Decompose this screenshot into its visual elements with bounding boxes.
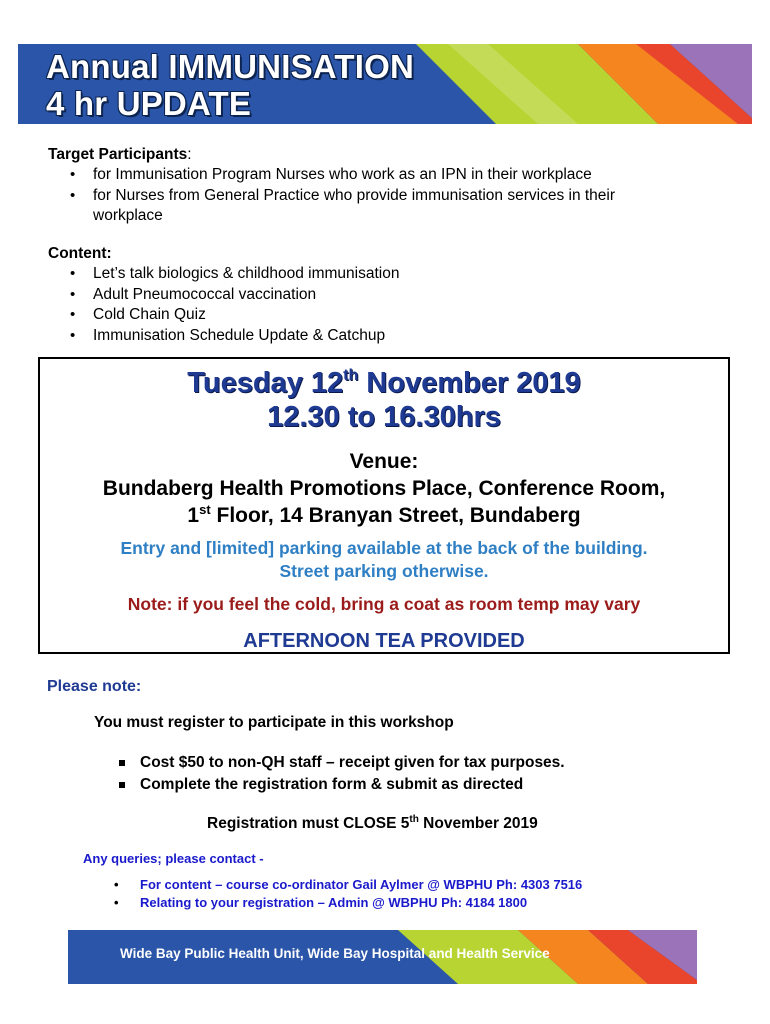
target-list [48, 165, 728, 227]
footer-text: Wide Bay Public Health Unit, Wide Bay Hospital and Health Service [120, 946, 550, 961]
list-item: • for Immunisation Program Nurses who work as an IPN in their workplace [93, 165, 728, 186]
list-item: Cost $50 to non-QH staff – receipt given for tax purposes. [140, 752, 565, 774]
page-title [46, 48, 414, 122]
content-list [48, 264, 728, 346]
parking-info [40, 537, 728, 583]
content-section [48, 244, 728, 346]
parking-line-1: Entry and [limited] parking available at the back of the building. [120, 538, 648, 558]
list-item: • Adult Pneumococcal vaccination [93, 285, 728, 306]
header-banner [18, 44, 752, 124]
venue-line-1: Bundaberg Health Promotions Place, Conference Room, [102, 477, 666, 500]
list-item: • Cold Chain Quiz [93, 305, 728, 326]
registration-list [140, 752, 565, 796]
registration-close-date: Registration must CLOSE 5th November 2019 [207, 814, 538, 832]
must-register-text: You must register to participate in this workshop [94, 714, 454, 731]
target-participants-section [48, 145, 728, 227]
list-item: • Let’s talk biologics & childhood immunisation [93, 264, 728, 285]
queries-heading: Any queries; please contact - [83, 851, 264, 866]
list-item: • For content – course co-ordinator Gail Aylmer @ WBPHU Ph: 4303 7516 [140, 876, 582, 894]
please-note-heading: Please note: [47, 678, 142, 695]
event-details-box [38, 357, 730, 654]
afternoon-tea-notice: AFTERNOON TEA PROVIDED [243, 630, 525, 652]
venue-block [40, 448, 728, 529]
event-date: Tuesday 12th November 2019 [187, 367, 581, 399]
title-line-1: Annual IMMUNISATION [46, 48, 414, 85]
venue-line-2: 1st Floor, 14 Branyan Street, Bundaberg [187, 502, 581, 527]
contacts-list [140, 876, 582, 912]
title-line-2: 4 hr UPDATE [46, 85, 252, 122]
cold-note: Note: if you feel the cold, bring a coat as room temp may vary [127, 594, 641, 614]
footer-banner [68, 930, 697, 984]
list-item: • for Nurses from General Practice who provide immunisation services in their workplace [93, 186, 728, 227]
parking-line-2: Street parking otherwise. [279, 561, 489, 581]
venue-label: Venue: [349, 450, 419, 473]
content-heading: Content: [48, 245, 112, 262]
list-item: Complete the registration form & submit as directed [140, 774, 565, 796]
list-item: • Relating to your registration – Admin @ WBPHU Ph: 4184 1800 [140, 894, 582, 912]
target-heading: Target Participants: [48, 146, 192, 163]
list-item: • Immunisation Schedule Update & Catchup [93, 326, 728, 347]
event-time: 12.30 to 16.30hrs [267, 401, 501, 433]
